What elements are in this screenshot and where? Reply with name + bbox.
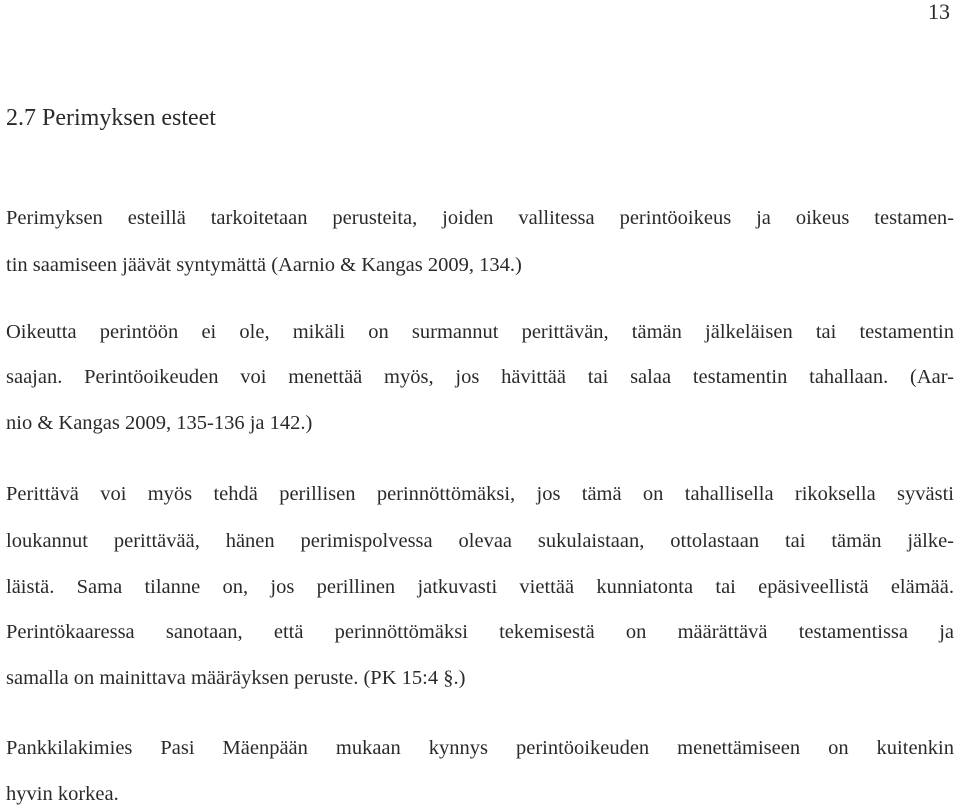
section-heading: 2.7 Perimyksen esteet — [6, 105, 216, 131]
paragraph-2-line-2: saajan. Perintöoikeuden voi menettää myös, jos hävittää tai salaa testamentin tahallaan. (Aar- — [6, 366, 954, 388]
paragraph-1-line-2: tin saamiseen jäävät syntymättä (Aarnio & Kangas 2009, 134.) — [6, 254, 522, 276]
paragraph-4-line-1: Pankkilakimies Pasi Mäenpään mukaan kynnys perintöoikeuden menettämiseen on kuitenkin — [6, 737, 954, 759]
paragraph-3-line-4: Perintökaaressa sanotaan, että perinnöttömäksi tekemisestä on määrättävä testamentissa ja — [6, 621, 954, 643]
paragraph-3-line-2: loukannut perittävää, hänen perimispolvessa olevaa sukulaistaan, ottolastaan tai tämän jälke- — [6, 530, 954, 552]
paragraph-3-line-3: läistä. Sama tilanne on, jos perillinen jatkuvasti viettää kunniatonta tai epäsiveellistä elämää. — [6, 576, 954, 598]
paragraph-2-line-3: nio & Kangas 2009, 135-136 ja 142.) — [6, 412, 313, 434]
paragraph-3-line-1: Perittävä voi myös tehdä perillisen perinnöttömäksi, jos tämä on tahallisella rikoksella syvästi — [6, 483, 954, 505]
page-number: 13 — [928, 0, 950, 24]
paragraph-2-line-1: Oikeutta perintöön ei ole, mikäli on surmannut perittävän, tämän jälkeläisen tai testamentin — [6, 321, 954, 343]
paragraph-4-line-2: hyvin korkea. — [6, 783, 119, 805]
paragraph-1-line-1: Perimyksen esteillä tarkoitetaan perusteita, joiden vallitessa perintöoikeus ja oikeus testamen- — [6, 207, 954, 229]
paragraph-3-line-5: samalla on mainittava määräyksen peruste. (PK 15:4 §.) — [6, 667, 466, 689]
